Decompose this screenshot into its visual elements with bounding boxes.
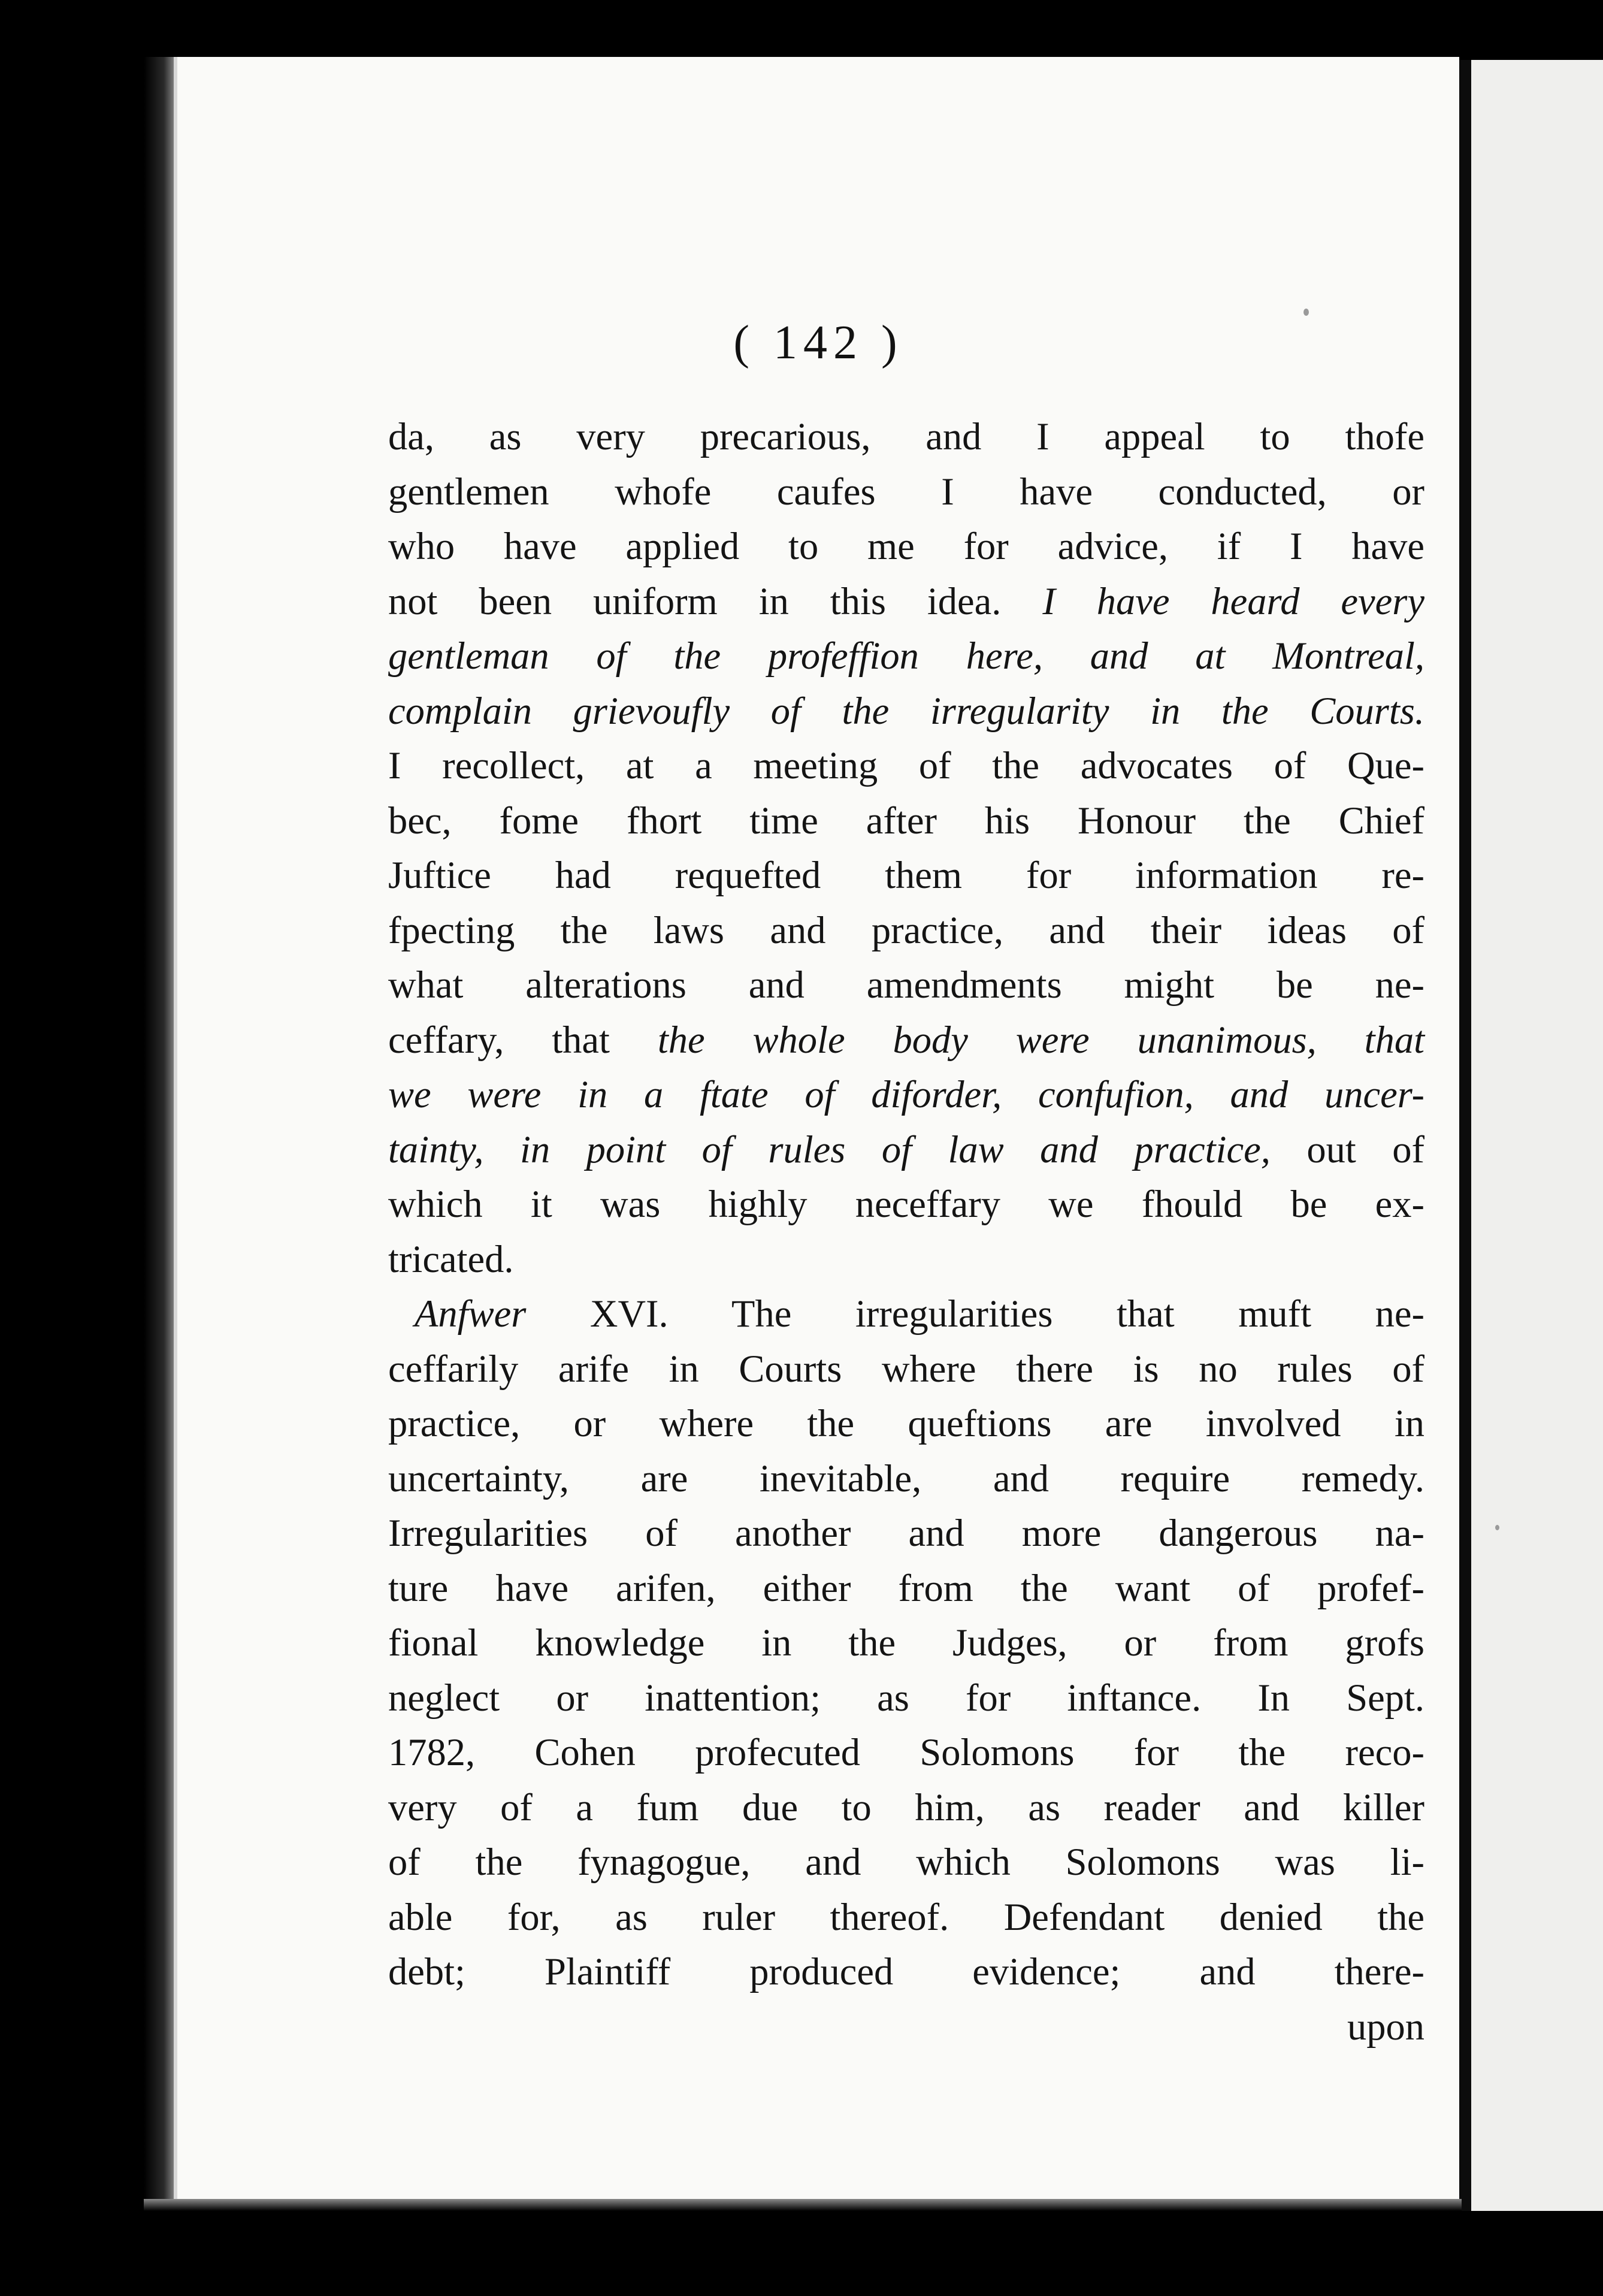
text-line [388, 629, 1424, 684]
text-line [388, 1013, 1424, 1068]
text-line [388, 1890, 1424, 1945]
text-run: very of a fum due to him, as reader and killer [388, 1786, 1424, 1829]
body-text [388, 409, 1424, 2054]
text-run: Irregularities of another and more dangerous na- [388, 1512, 1424, 1554]
text-run: XVI. The irregularities that muft ne- [526, 1292, 1424, 1335]
text-lines [388, 409, 1424, 1999]
text-run: practice, or where the queftions are involved in [388, 1402, 1424, 1445]
page-number: ( 142 ) [733, 316, 903, 369]
italic-run: the whole body were unanimous, that [657, 1018, 1425, 1061]
text-line [388, 1177, 1424, 1232]
text-line [388, 1725, 1424, 1780]
text-line [388, 1342, 1424, 1397]
facing-page-edge [1456, 60, 1603, 2211]
text-line [388, 793, 1424, 848]
text-line [388, 1396, 1424, 1451]
text-run: debt; Plaintiff produced evidence; and there- [388, 1950, 1424, 1993]
text-line [388, 684, 1424, 739]
text-run: fpecting the laws and practice, and their ideas of [388, 908, 1424, 951]
text-run: out of [1270, 1128, 1425, 1171]
text-run: which it was highly neceffary we fhould be ex- [388, 1183, 1424, 1225]
text-run: neglect or inattention; as for inftance. In Sept. [388, 1676, 1424, 1719]
italic-run: Anfwer [415, 1292, 527, 1335]
text-line [388, 1122, 1424, 1177]
text-line [388, 1286, 1424, 1342]
italic-run: gentleman of the profeffion here, and at Montreal, [388, 635, 1424, 677]
text-line [388, 848, 1424, 903]
text-line [388, 1067, 1424, 1122]
text-run: 1782, Cohen profecuted Solomons for the reco- [388, 1731, 1424, 1774]
paper-speck [1303, 309, 1309, 316]
text-run: of the fynagogue, and which Solomons was li- [388, 1841, 1424, 1883]
catchword: upon [1347, 2005, 1424, 2048]
text-line [388, 1835, 1424, 1890]
text-line [388, 1615, 1424, 1670]
text-line [388, 738, 1424, 793]
text-line [388, 1944, 1424, 1999]
text-run: ture have arifen, either from the want of profef- [388, 1566, 1424, 1609]
text-run: ceffary, that [388, 1018, 658, 1061]
text-line [388, 1780, 1424, 1835]
text-run: Juftice had requefted them for information re- [388, 854, 1424, 896]
text-line [388, 1451, 1424, 1506]
text-run: fional knowledge in the Judges, or from grofs [388, 1621, 1424, 1664]
book-page [174, 57, 1459, 2199]
text-line [388, 464, 1424, 519]
text-line [388, 903, 1424, 958]
text-line [388, 1670, 1424, 1726]
text-run: bec, fome fhort time after his Honour the Chief [388, 799, 1424, 842]
text-run: uncertainty, are inevitable, and require remedy. [388, 1457, 1424, 1500]
text-line [388, 409, 1424, 464]
text-line [388, 957, 1424, 1013]
page-bottom-edge [144, 2199, 1462, 2211]
text-run: I recollect, at a meeting of the advocates of Que- [388, 744, 1424, 787]
text-line [388, 1232, 1424, 1287]
text-line [388, 574, 1424, 629]
italic-run: complain grievoufly of the irregularity in the Courts. [388, 689, 1424, 732]
text-run: ceffarily arife in Courts where there is no rules of [388, 1347, 1424, 1390]
text-run: tricated. [388, 1237, 514, 1280]
text-run: able for, as ruler thereof. Defendant denied the [388, 1895, 1424, 1938]
italic-run: tainty, in point of rules of law and practice, [388, 1128, 1271, 1171]
italic-run: we were in a ftate of diforder, confufion, and uncer- [388, 1073, 1424, 1116]
paper-speck [1495, 1525, 1499, 1530]
text-line [388, 1561, 1424, 1616]
text-run: da, as very precarious, and I appeal to thofe [388, 415, 1424, 458]
italic-run: I have heard every [1042, 579, 1425, 623]
text-run: what alterations and amendments might be ne- [388, 963, 1424, 1006]
text-line [388, 1506, 1424, 1561]
page-gutter-shadow [144, 57, 177, 2199]
text-run: who have applied to me for advice, if I have [388, 525, 1424, 567]
text-run: gentlemen whofe caufes I have conducted, or [388, 470, 1424, 513]
text-run: not been uniform in this idea. [388, 579, 1043, 623]
text-line [388, 519, 1424, 574]
